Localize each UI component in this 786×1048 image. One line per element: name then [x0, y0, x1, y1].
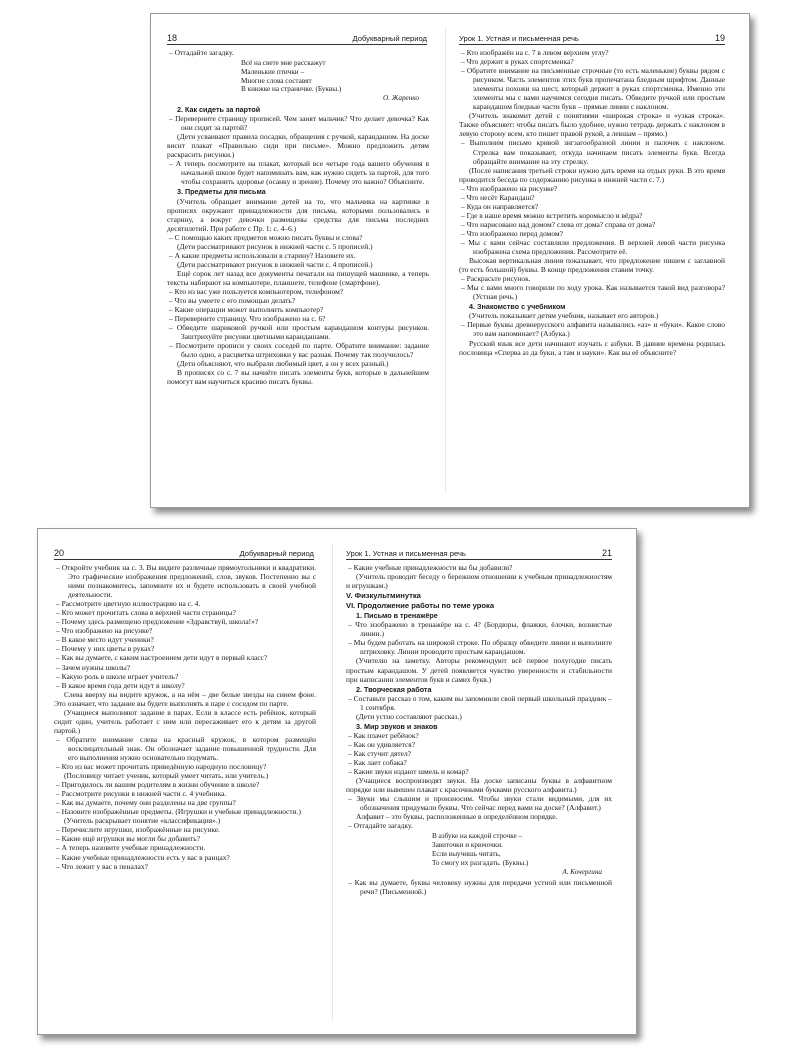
- page-body: [346, 563, 612, 1026]
- poem-line: То смогу их разгадать. (Буквы.): [432, 858, 529, 867]
- dialogue-line: – Какие операции может выполнить компьютер?: [167, 305, 429, 314]
- section-heading: 4. Знакомство с учебником: [469, 302, 566, 312]
- dialogue-line: – Куда он направляется?: [459, 202, 725, 211]
- section-heading: 3. Предметы для письма: [177, 187, 266, 197]
- dialogue-line: – Кто из вас может прочитать приведённую народную пословицу?: [54, 762, 316, 771]
- paragraph: (Дети усваивают правила посадки, обращения с ручкой, карандашом. На доске висит плакат «Правильно сиди при письме». Можно предложить детям раскрасить рисунки.): [167, 132, 429, 160]
- page-header: [167, 30, 427, 45]
- page-21: [336, 529, 626, 1034]
- dialogue-line: – Отгадайте загадку.: [346, 821, 612, 830]
- dialogue-line: – Что несёт Карандаш?: [459, 193, 725, 202]
- dialogue-line: – Обратите внимание на письменные строчные (то есть маленькие) буквы рядом с рисунком. Часть элементов этих букв пропечатана бледным шрифтом. Данные элементы похожи на шест, который держит в руках спортсменка. Именно эти элементы мы с вами научимся сегодня писать. Обведите ручкой или простым карандашом бледные части букв – прямые линии с наклоном.: [459, 66, 725, 111]
- page-19: [449, 14, 739, 507]
- dialogue-line: – Что вы умеете с его помощью делать?: [167, 296, 429, 305]
- paragraph: (Учащиеся воспроизводят звуки. На доске записаны буквы в алфавитном порядке или вывешен плакат с красочными буквами русского алфавита.): [346, 776, 612, 795]
- dialogue-line: – Откройте учебник на с. 3. Вы видите различные прямоугольники и квадратики. Это графические изображения предложений, слов, звуков. Постепенно вы с ними познакомитесь, запомните их и будете использовать в своей учебной деятельности.: [54, 563, 316, 599]
- dialogue-line: – Отгадайте загадку.: [167, 48, 429, 57]
- dialogue-line: – Как вы думаете, с каким настроением дети идут в первый класс?: [54, 653, 316, 662]
- dialogue-line: – Как плачет ребёнок?: [346, 731, 612, 740]
- gutter: [332, 543, 333, 1020]
- dialogue-line: – Какие учебные принадлежности есть у вас в ранцах?: [54, 853, 316, 862]
- dialogue-line: – Какую роль в школе играет учитель?: [54, 672, 316, 681]
- book-spread-bottom: [37, 528, 637, 1035]
- page-header: [54, 545, 314, 560]
- dialogue-line: – Что лежит у вас в пеналах?: [54, 862, 316, 871]
- running-title: Урок 1. Устная и письменная речь: [346, 549, 466, 558]
- dialogue-line: – Какие учебные принадлежности вы бы добавили?: [346, 563, 612, 572]
- dialogue-line: – Обратите внимание слева на красный кружок, в котором размещён восклицательный знак. Он обозначает задание повышенной трудности. Для его выполнения нужно основательно подумать.: [54, 735, 316, 762]
- page-body: [54, 563, 316, 1026]
- running-title: Добукварный период: [239, 549, 314, 558]
- dialogue-line: – Составьте рассказ о том, каким вы запомнили свой первый школьный праздник – 1 сентября.: [346, 694, 612, 712]
- poem-line: Многие слова составят: [241, 76, 312, 85]
- dialogue-line: – А теперь назовите учебные принадлежности.: [54, 843, 316, 852]
- dialogue-line: – Какие звуки издают шмель и комар?: [346, 767, 612, 776]
- dialogue-line: – Посмотрите прописи у своих соседей по парте. Обратите внимание: задание было одно, а расцветка штриховки у вас разная. Почему так получилось?: [167, 341, 429, 359]
- poem-line: В азбуке на каждой строчке –: [432, 832, 523, 841]
- dialogue-line: – Первые буквы древнерусского алфавита назывались «аз» и «буки». Какое слово это вам напоминает? (Азбука.): [459, 320, 725, 338]
- page-20: [38, 529, 328, 1034]
- dialogue-line: – Что держит в руках спортсменка?: [459, 57, 725, 66]
- dialogue-line: – Как вы думаете, буквы человеку нужны для передачи устной или письменной речи? (Письменной.): [346, 878, 612, 896]
- poem-line: Маленькие птички –: [241, 67, 305, 76]
- paragraph: Алфавит – это буквы, расположенные в определённом порядке.: [356, 812, 558, 822]
- stage-heading: V. Физкультминутка: [346, 591, 421, 601]
- dialogue-line: – Рассмотрите рисунки в нижней части с. 4 учебника.: [54, 789, 316, 798]
- section-heading: 1. Письмо в тренажёре: [356, 611, 438, 621]
- dialogue-line: – С помощью каких предметов можно писать буквы и слова?: [167, 233, 429, 242]
- book-spread-top: [150, 13, 750, 508]
- dialogue-line: – Как вы думаете, почему они разделены на две группы?: [54, 798, 316, 807]
- dialogue-line: – Что изображено на рисунке?: [54, 626, 316, 635]
- paragraph: Русский язык все дети начинают изучать с азбуки. В давние времена родилась пословица «Сперва аз да буки, а там и науки». Как вы её объясните?: [459, 338, 725, 357]
- gutter: [445, 28, 446, 493]
- page-body: [167, 48, 429, 499]
- poem-author: О. Жаренко: [383, 94, 419, 103]
- riddle-poem: [241, 59, 429, 103]
- dialogue-line: – Обведите шариковой ручкой или простым карандашом контуры рисунков. Заштрихуйте рисунки цветными карандашами.: [167, 323, 429, 341]
- dialogue-line: – Переверните страницу прописей. Чем занят мальчик? Что делает девочка? Как они сидят за партой?: [167, 114, 429, 132]
- dialogue-line: – Звуки мы слышим и произносим. Чтобы звуки стали видимыми, для их обозначения придумали буквы. Что сейчас перед вами на доске? (Алфавит.): [346, 794, 612, 812]
- dialogue-line: – Как он удивляется?: [346, 740, 612, 749]
- poem-line: В книжке на страничке. (Буквы.): [241, 85, 342, 94]
- paragraph: (Учитель раскрывает понятие «классификация».): [64, 816, 221, 826]
- riddle-poem: [432, 832, 612, 876]
- stage-heading: VI. Продолжение работы по теме урока: [346, 601, 495, 611]
- paragraph: Высокая вертикальная линия показывает, что предложение пишем с заглавной (то есть большой) буквы. В конце предложения ставим точку.: [459, 256, 725, 275]
- paragraph: (Дети рассматривают рисунок в нижней части с. 5 прописей.): [177, 241, 373, 251]
- dialogue-line: – А какие предметы использовали в старину? Назовите их.: [167, 251, 429, 260]
- paragraph: (Учитель проводит беседу о бережном отношении к учебным принадлежностям и игрушкам.): [346, 572, 612, 591]
- dialogue-line: – Кто из вас уже пользуется компьютером, телефоном?: [167, 287, 429, 296]
- poem-line: Всё на свете мне расскажут: [241, 59, 326, 68]
- dialogue-line: – Кто может прочитать слова в верхней части страницы?: [54, 608, 316, 617]
- dialogue-line: – Пригодилось ли вашим родителям в жизни обучение в школе?: [54, 780, 316, 789]
- dialogue-line: – Что изображено в тренажёре на с. 4? (Бордюры, флажки, ёлочки, волнистые линии.): [346, 620, 612, 638]
- dialogue-line: – Мы с вами сейчас составляли предложения. В верхней левой части рисунка изображена схема предложения. Рассмотрите её.: [459, 238, 725, 256]
- dialogue-line: – В какое место идут ученики?: [54, 635, 316, 644]
- page-header: [459, 30, 725, 45]
- dialogue-line: – Что нарисовано над домом? слева от дома? справа от дома?: [459, 220, 725, 229]
- dialogue-line: – Зачем нужны школы?: [54, 663, 316, 672]
- paragraph: (Учитель показывает детям учебник, называет его авторов.): [469, 311, 659, 321]
- dialogue-line: – Мы будем работать на широкой строке. По образцу обведите линии и выполните штриховку. Линии проводите простым карандашом.: [346, 638, 612, 656]
- section-heading: 2. Творческая работа: [356, 684, 432, 694]
- paragraph: (Дети рассматривают рисунок в нижней части с. 4 прописей.): [177, 259, 373, 269]
- running-title: Добукварный период: [352, 34, 427, 43]
- dialogue-line: – Выполним письмо кривой зигзагообразной линии и палочек с наклоном. Стрелка вам показывает, откуда начинаем писать элементы букв. Всегда обращайте внимание на эту стрелку.: [459, 138, 725, 165]
- page-number: 21: [601, 548, 612, 558]
- paragraph: (Учитель знакомит детей с понятиями «широкая строка» и «узкая строка». Также объясняет: чтобы писать было удобнее, нужно тетрадь держать с наклоном в левую сторону всем, кто пишет правой рукой, а левшам – прямо.): [459, 111, 725, 139]
- page-number: 19: [714, 33, 725, 43]
- paragraph: Ещё сорок лет назад все документы печатали на пишущей машинке, а теперь тексты набирают на компьютере, планшете, телефоне (смартфоне).: [167, 268, 429, 287]
- dialogue-line: – Где в наше время можно встретить коромысло и вёдра?: [459, 211, 725, 220]
- dialogue-line: – Мы с вами много говорили по ходу урока. Как называется такой вид разговора? (Устная речь.): [459, 283, 725, 301]
- dialogue-line: – Назовите изображённые предметы. (Игрушки и учебные принадлежности.): [54, 807, 316, 816]
- dialogue-line: – Переверните страницу. Что изображено на с. 6?: [167, 314, 429, 323]
- dialogue-line: – Рассмотрите цветную иллюстрацию на с. 4.: [54, 599, 316, 608]
- poem-line: Если выучишь читать,: [432, 849, 501, 858]
- section-heading: 2. Как сидеть за партой: [177, 105, 261, 115]
- dialogue-line: – Раскрасьте рисунок.: [459, 274, 725, 283]
- page-number: 18: [167, 33, 178, 43]
- dialogue-line: – Что изображено перед домом?: [459, 229, 725, 238]
- paragraph: (Дети объясняют, что выбрали любимый цвет, а он у всех разный.): [177, 359, 389, 369]
- paragraph: (Учащиеся выполняют задание в парах. Если в классе есть ребёнок, который сидит один, учитель работает с ним или пересаживает его к детям за другой партой.): [54, 707, 316, 735]
- paragraph: (Учителю на заметку. Авторы рекомендуют всё первое полугодие писать простым карандашом. У детей появляется чувство уверенности и стабильности при написании элементов букв и самих букв.): [346, 656, 612, 684]
- poem-line: Завиточки и крючочки.: [432, 841, 503, 850]
- paragraph: Слева вверху вы видите кружок, а на нём – две белые звезды на синем фоне. Это означает, что задание вы будете выполнять в паре с соседом по парте.: [54, 689, 316, 708]
- dialogue-line: – Как лает собака?: [346, 758, 612, 767]
- dialogue-line: – Что изображено на рисунке?: [459, 184, 725, 193]
- section-heading: 3. Мир звуков и знаков: [356, 721, 438, 731]
- dialogue-line: – В какое время года дети идут в школу?: [54, 681, 316, 690]
- paragraph: (Учитель обращает внимание детей на то, что мальчика на картинке в прописях окружают принадлежности для письма, которыми пользовались в старину, а вокруг девочки размещены средства для письма последних десятилетий. При работе с Пр. 1: с. 4–6.): [167, 196, 429, 233]
- page-header: [346, 545, 612, 560]
- paragraph: (Пословицу читает ученик, который умеет читать, или учитель.): [64, 771, 269, 781]
- dialogue-line: – Какие ещё игрушки вы могли бы добавить?: [54, 834, 316, 843]
- page-body: [459, 48, 725, 499]
- poem-author: А. Кочергина: [562, 867, 602, 876]
- page-18: [151, 14, 441, 507]
- paragraph: В прописях со с. 7 вы начнёте писать элементы букв, которые в дальнейшем помогут вам научиться красиво писать буквы.: [167, 368, 429, 387]
- dialogue-line: – Кто изображён на с. 7 в левом верхнем углу?: [459, 48, 725, 57]
- dialogue-line: – Почему у них цветы в руках?: [54, 644, 316, 653]
- page-number: 20: [54, 548, 65, 558]
- running-title: Урок 1. Устная и письменная речь: [459, 34, 579, 43]
- dialogue-line: – Почему здесь размещено предложение «Здравствуй, школа!»?: [54, 617, 316, 626]
- paragraph: (После написания третьей строки нужно дать время на отдых руки. В это время проводится беседа по содержанию рисунка в нижней части с. 7.): [459, 165, 725, 184]
- dialogue-line: – Перечислите игрушки, изображённые на рисунке.: [54, 825, 316, 834]
- dialogue-line: – Как стучит дятел?: [346, 749, 612, 758]
- dialogue-line: – А теперь посмотрите на плакат, который все четыре года вашего обучения в начальной школе будет напоминать вам, как нужно сидеть за партой, для того чтобы сохранить здоровье (осанку и зрение). Почему это важно? Объясните.: [167, 159, 429, 186]
- paragraph: (Дети устно составляют рассказ.): [356, 711, 462, 721]
